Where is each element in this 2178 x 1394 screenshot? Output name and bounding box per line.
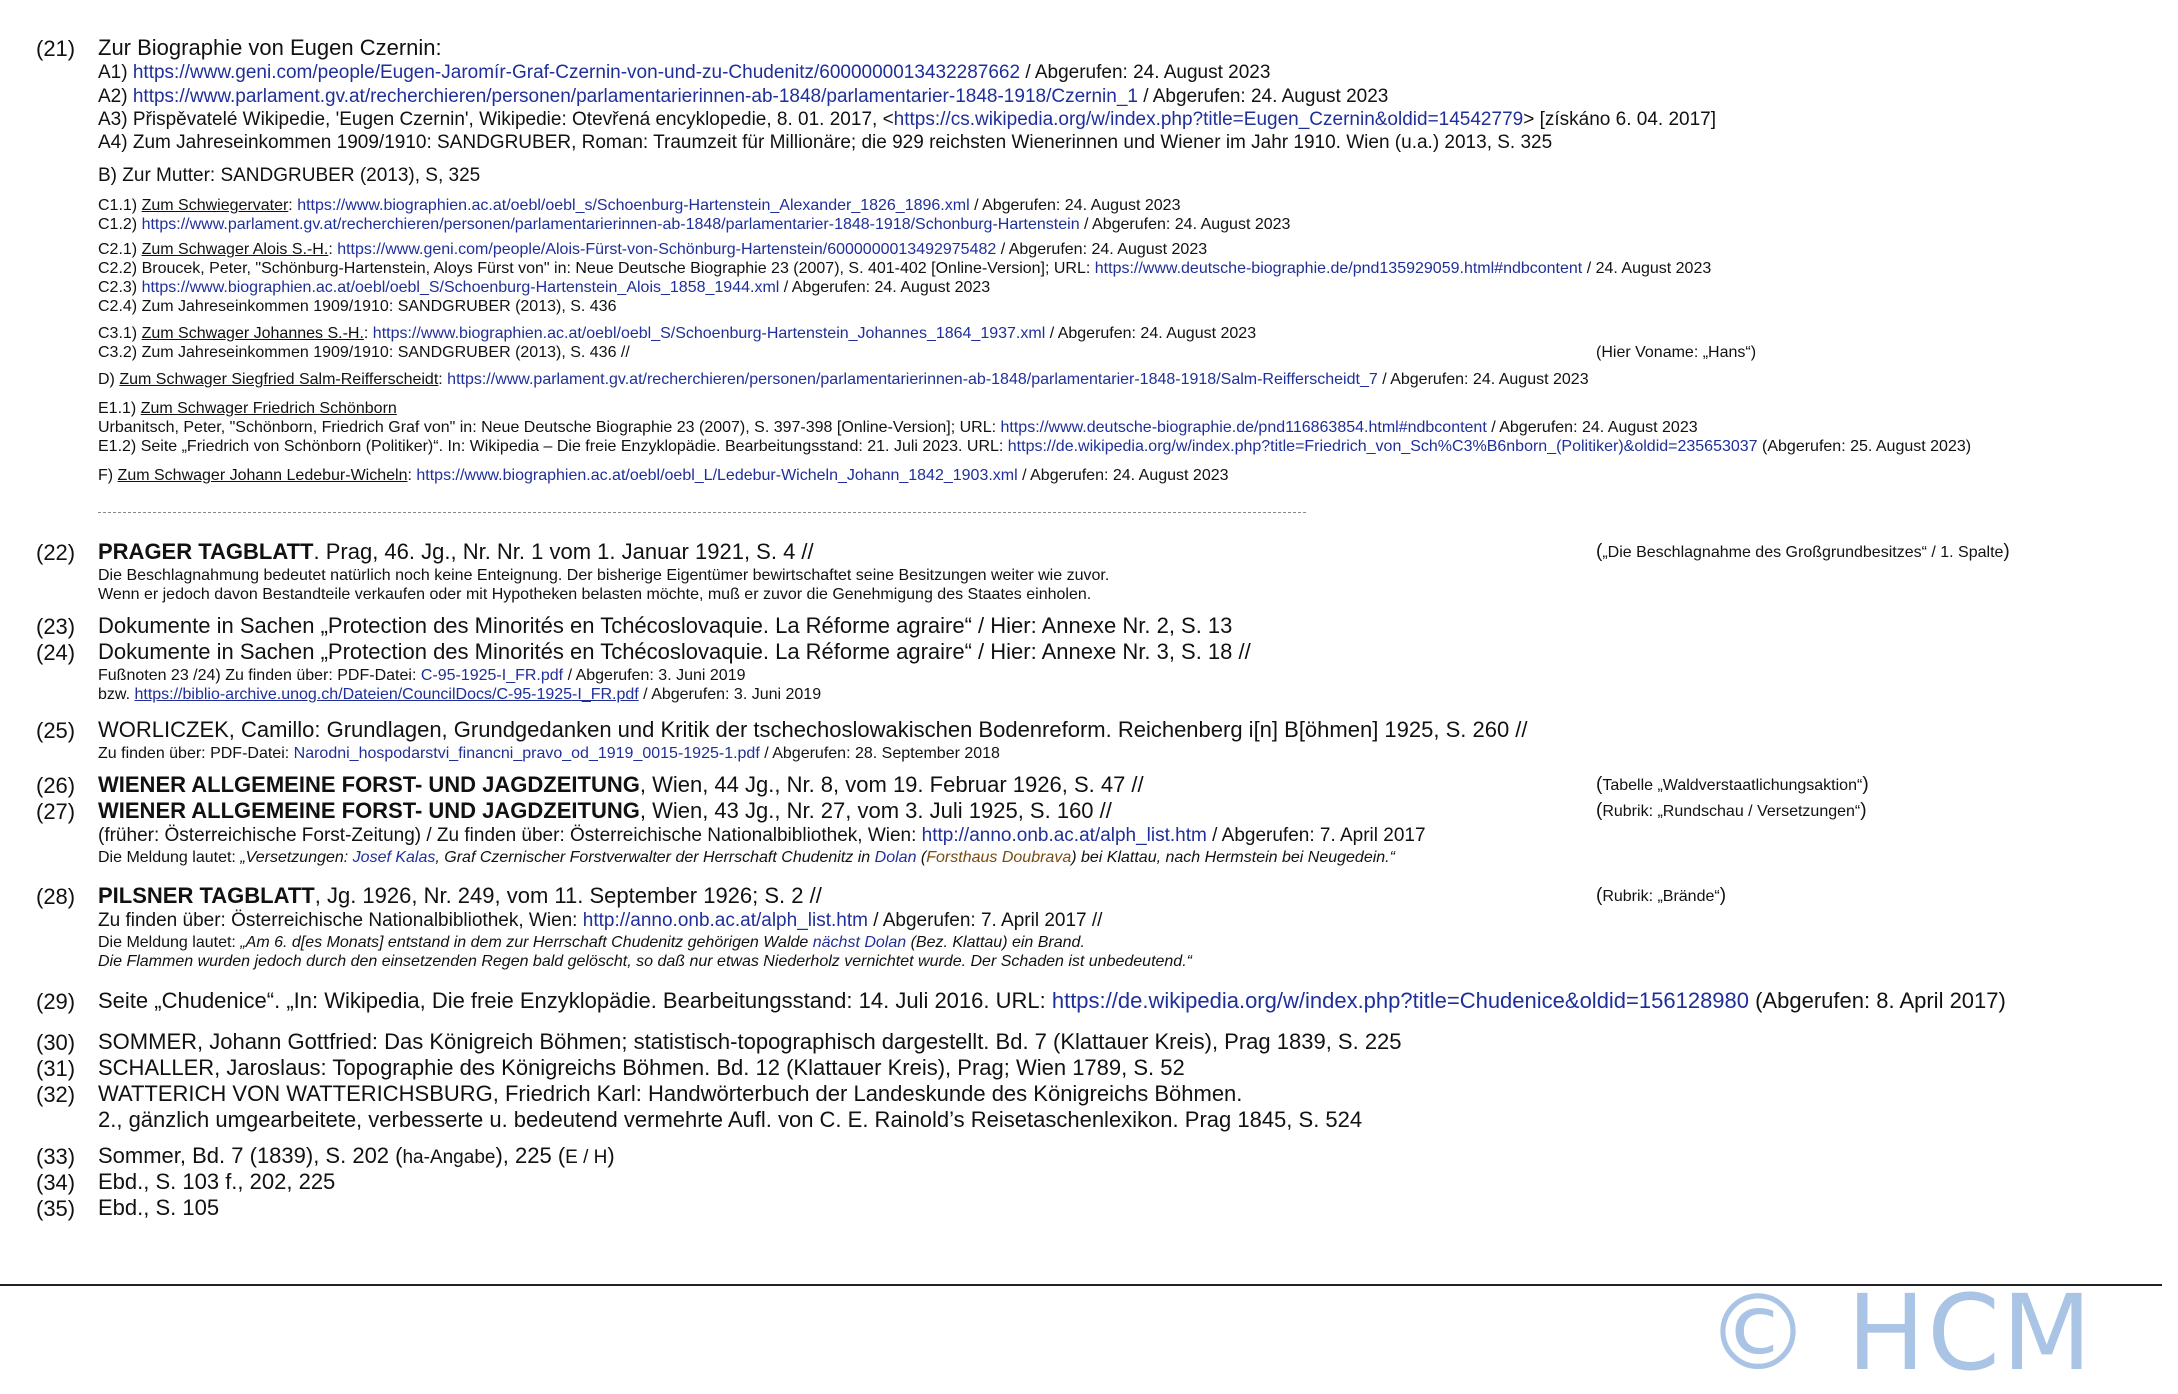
ref-c31-link[interactable]: https://www.biographien.ac.at/oebl/oebl_S/Schoenburg-Hartenstein_Johannes_1864_1937.xml [372, 325, 1046, 342]
footnote-27-line1: (früher: Österreichische Forst-Zeitung) / Zu finden über: Österreichische Nationalbibliothek, Wien: http://anno.onb.ac.at/alph_list.htm / Abgerufen: 7. April 2017 [98, 825, 1426, 846]
footnote-32-cont: 2., gänzlich umgearbeitete, verbesserte u. bedeutend vermehrte Aufl. von C. E. Rainold’s Reisetaschenlexikon. Prag 1845, S. 524 [98, 1107, 1363, 1132]
ref-c21-link[interactable]: https://www.geni.com/people/Alois-Fürst-von-Schönburg-Hartenstein/6000000013492975482 [337, 241, 997, 258]
footnote-28-line3: Die Flammen wurden jedoch durch den einsetzenden Regen bald gelöscht, so daß nur etwas Niederholz vernichtet wurde. Der Schaden ist unbedeutend.“ [98, 953, 1192, 970]
footnote-26-note: (Tabelle „Waldverstaatlichungsaktion“) [1596, 774, 1869, 795]
footnote-22-line2: Wenn er jedoch davon Bestandteile verkaufen oder mit Hypotheken belasten möchte, muß er zuvor die Genehmigung des Staates einholen. [98, 586, 1092, 603]
ref-a2-link[interactable]: https://www.parlament.gv.at/recherchieren/personen/parlamentarierinnen-ab-1848/parlamentarier-1848-1918/Czernin_1 [132, 86, 1138, 107]
footnote-24-line1: Fußnoten 23 /24) Zu finden über: PDF-Datei: C-95-1925-I_FR.pdf / Abgerufen: 3. Juni 2019 [98, 667, 746, 684]
footnote-28-line2: Die Meldung lautet: „Am 6. d[es Monats] entstand in dem zur Herrschaft Chudenitz gehörigen Walde nächst Dolan (Bez. Klattau) ein Brand. [98, 934, 1085, 951]
ref-a1: A1) https://www.geni.com/people/Eugen-Jaromír-Graf-Czernin-von-und-zu-Chudenitz/6000000013432287662 / Abgerufen: 24. August 2023 [98, 62, 1271, 83]
footnote-number: (35) [36, 1196, 76, 1221]
ref-c21: C2.1) Zum Schwager Alois S.-H.: https://www.geni.com/people/Alois-Fürst-von-Schönburg-Hartenstein/6000000013492975482 / Abgerufen: 24. August 2023 [98, 241, 1208, 258]
footnote-22-note: („Die Beschlagnahme des Großgrundbesitzes“ / 1. Spalte) [1596, 541, 2010, 562]
footnote-number: (34) [36, 1170, 76, 1195]
ref-a4: A4) Zum Jahreseinkommen 1909/1910: SANDGRUBER, Roman: Traumzeit für Millionäre; die 929 reichsten Wienerinnen und Wiener im Jahr 1910. Wien (u.a.) 2013, S. 325 [98, 132, 1553, 153]
ref-c11-link[interactable]: https://www.biographien.ac.at/oebl/oebl_s/Schoenburg-Hartenstein_Alexander_1826_1896.xml [297, 197, 970, 214]
dashed-separator [98, 512, 1306, 513]
footnote-27: WIENER ALLGEMEINE FORST- UND JAGDZEITUNG, Wien, 43 Jg., Nr. 27, vom 3. Juli 1925, S. 160 // [98, 798, 1112, 823]
ref-e12: E1.2) Seite „Friedrich von Schönborn (Politiker)“. In: Wikipedia – Die freie Enzyklopädie. Bearbeitungsstand: 21. Juli 2023. URL: https://de.wikipedia.org/w/index.php?title=Friedrich_von_Sch%C3%B6nborn_(Politiker)&oldid=235653037 (Abgerufen: 25. August 2023) [98, 438, 1972, 455]
ref-c32-note: (Hier Voname: „Hans“) [1596, 344, 1757, 361]
ref-c23: C2.3) https://www.biographien.ac.at/oebl/oebl_S/Schoenburg-Hartenstein_Alois_1858_1944.xml / Abgerufen: 24. August 2023 [98, 279, 991, 296]
footnote-number: (22) [36, 540, 76, 565]
anno-link[interactable]: http://anno.onb.ac.at/alph_list.htm [921, 825, 1207, 846]
ref-c22-link[interactable]: https://www.deutsche-biographie.de/pnd135929059.html#ndbcontent [1094, 260, 1583, 277]
footnote-24-line2: bzw. https://biblio-archive.unog.ch/Dateien/CouncilDocs/C-95-1925-I_FR.pdf / Abgerufen: 3. Juni 2019 [98, 686, 822, 703]
footnote-27-line2: Die Meldung lautet: „Versetzungen: Josef Kalas, Graf Czernischer Forstverwalter der Herrschaft Chudenitz in Dolan (Forsthaus Doubrava) bei Klattau, nach Hermstein bei Neugedein.“ [98, 849, 1395, 866]
footnote-31: SCHALLER, Jaroslaus: Topographie des Königreichs Böhmen. Bd. 12 (Klattauer Kreis), Prag; Wien 1789, S. 52 [98, 1055, 1185, 1080]
naechst-dolan-link[interactable]: nächst Dolan [812, 934, 907, 951]
footnote-30: SOMMER, Johann Gottfried: Das Königreich Böhmen; statistisch-topographisch dargestellt. Bd. 7 (Klattauer Kreis), Prag 1839, S. 225 [98, 1029, 1402, 1054]
ref-d-link[interactable]: https://www.parlament.gv.at/recherchieren/personen/parlamentarierinnen-ab-1848/parlamentarier-1848-1918/Salm-Reifferscheidt_7 [447, 371, 1378, 388]
ref-c12-link[interactable]: https://www.parlament.gv.at/recherchieren/personen/parlamentarierinnen-ab-1848/parlamentarier-1848-1918/Schonburg-Hartenstein [141, 216, 1080, 233]
footnote-number: (30) [36, 1030, 76, 1055]
ref-d: D) Zum Schwager Siegfried Salm-Reifferscheidt: https://www.parlament.gv.at/recherchieren/personen/parlamentarierinnen-ab-1848/parlamentarier-1848-1918/Salm-Reifferscheidt_7 / Abgerufen: 24. August 2023 [98, 371, 1589, 388]
ref-a3: A3) Přispěvatelé Wikipedie, 'Eugen Czernin', Wikipedie: Otevřená encyklopedie, 8. 01. 2017, <https://cs.wikipedia.org/w/index.php?title=Eugen_Czernin&oldid=14542779> [získáno 6. 04. 2017] [98, 109, 1716, 130]
ref-e12-link[interactable]: https://de.wikipedia.org/w/index.php?title=Friedrich_von_Sch%C3%B6nborn_(Politiker)&oldid=235653037 [1007, 438, 1758, 455]
footnote-number: (24) [36, 640, 76, 665]
ref-b: B) Zur Mutter: SANDGRUBER (2013), S, 325 [98, 165, 481, 186]
ref-a2: A2) https://www.parlament.gv.at/recherchieren/personen/parlamentarierinnen-ab-1848/parlamentarier-1848-1918/Czernin_1 / Abgerufen: 24. August 2023 [98, 86, 1389, 107]
footnote-21-title: Zur Biographie von Eugen Czernin: [98, 35, 442, 60]
footnote-32: WATTERICH VON WATTERICHSBURG, Friedrich Karl: Handwörterbuch der Landeskunde des Königreichs Böhmen. [98, 1081, 1243, 1106]
ref-c32: C3.2) Zum Jahreseinkommen 1909/1910: SANDGRUBER (2013), S. 436 // [98, 344, 630, 361]
ref-c22: C2.2) Broucek, Peter, "Schönburg-Hartenstein, Aloys Fürst von" in: Neue Deutsche Biographie 23 (2007), S. 401-402 [Online-Version]; URL: https://www.deutsche-biographie.de/pnd135929059.html#ndbcontent / 24. August 2023 [98, 260, 1712, 277]
forsthaus-doubrava-link[interactable]: Forsthaus Doubrava [926, 849, 1072, 866]
footnote-number: (21) [36, 36, 76, 61]
ref-c24: C2.4) Zum Jahreseinkommen 1909/1910: SANDGRUBER (2013), S. 436 [98, 298, 617, 315]
footnote-number: (23) [36, 614, 76, 639]
footnote-34: Ebd., S. 103 f., 202, 225 [98, 1169, 336, 1194]
footnote-24: Dokumente in Sachen „Protection des Minorités en Tchécoslovaquie. La Réforme agraire“ / Hier: Annexe Nr. 3, S. 18 // [98, 639, 1251, 664]
ref-a1-link[interactable]: https://www.geni.com/people/Eugen-Jaromír-Graf-Czernin-von-und-zu-Chudenitz/6000000013432287662 [132, 62, 1021, 83]
footnote-23: Dokumente in Sachen „Protection des Minorités en Tchécoslovaquie. La Réforme agraire“ / Hier: Annexe Nr. 2, S. 13 [98, 613, 1233, 638]
ref-e11b: Urbanitsch, Peter, "Schönborn, Friedrich Graf von" in: Neue Deutsche Biographie 23 (2007), S. 397-398 [Online-Version]; URL: https://www.deutsche-biographie.de/pnd116863854.html#ndbcontent / Abgerufen: 24. August 2023 [98, 419, 1698, 436]
copyright-watermark: © HCM [1706, 1272, 2094, 1394]
footnote-22: PRAGER TAGBLATT. Prag, 46. Jg., Nr. Nr. 1 vom 1. Januar 1921, S. 4 // [98, 539, 814, 564]
footnote-number: (29) [36, 989, 76, 1014]
footnote-28: PILSNER TAGBLATT, Jg. 1926, Nr. 249, vom 11. September 1926; S. 2 // [98, 883, 822, 908]
footnote-25: WORLICZEK, Camillo: Grundlagen, Grundgedanken und Kritik der tschechoslowakischen Bodenreform. Reichenberg i[n] B[öhmen] 1925, S. 260 // [98, 717, 1528, 742]
footnote-number: (27) [36, 799, 76, 824]
pdf-link[interactable]: C-95-1925-I_FR.pdf [420, 667, 564, 684]
footnote-number: (26) [36, 773, 76, 798]
dolan-link[interactable]: Dolan [874, 849, 917, 866]
ref-c31: C3.1) Zum Schwager Johannes S.-H.: https://www.biographien.ac.at/oebl/oebl_S/Schoenburg-Hartenstein_Johannes_1864_1937.xml / Abgerufen: 24. August 2023 [98, 325, 1257, 342]
ref-c12: C1.2) https://www.parlament.gv.at/recherchieren/personen/parlamentarierinnen-ab-1848/parlamentarier-1848-1918/Schonburg-Hartenstein / Abgerufen: 24. August 2023 [98, 216, 1291, 233]
ref-a3-link[interactable]: https://cs.wikipedia.org/w/index.php?title=Eugen_Czernin&oldid=14542779 [893, 109, 1524, 130]
footnote-22-line1: Die Beschlagnahmung bedeutet natürlich noch keine Enteignung. Der bisherige Eigentümer bewirtschaftet seine Besitzungen weiter wie zuvor. [98, 567, 1110, 584]
anno-link[interactable]: http://anno.onb.ac.at/alph_list.htm [582, 910, 868, 931]
ref-c23-link[interactable]: https://www.biographien.ac.at/oebl/oebl_S/Schoenburg-Hartenstein_Alois_1858_1944.xml [141, 279, 780, 296]
footnote-number: (32) [36, 1082, 76, 1107]
footnote-25-line1: Zu finden über: PDF-Datei: Narodni_hospodarstvi_financni_pravo_od_1919_0015-1925-1.pdf / Abgerufen: 28. September 2018 [98, 745, 1000, 762]
footnote-number: (33) [36, 1144, 76, 1169]
pdf-link[interactable]: https://biblio-archive.unog.ch/Dateien/CouncilDocs/C-95-1925-I_FR.pdf [134, 686, 639, 703]
footnote-28-note: (Rubrik: „Brände“) [1596, 885, 1727, 906]
footnote-29: Seite „Chudenice“. „In: Wikipedia, Die freie Enzyklopädie. Bearbeitungsstand: 14. Juli 2016. URL: https://de.wikipedia.org/w/index.php?title=Chudenice&oldid=156128980 (Abgerufen: 8. April 2017) [98, 988, 2006, 1013]
footnote-28-line1: Zu finden über: Österreichische Nationalbibliothek, Wien: http://anno.onb.ac.at/alph_list.htm / Abgerufen: 7. April 2017 // [98, 910, 1103, 931]
footnote-number: (25) [36, 718, 76, 743]
ref-e11b-link[interactable]: https://www.deutsche-biographie.de/pnd116863854.html#ndbcontent [1000, 419, 1487, 436]
footnote-number: (31) [36, 1056, 76, 1081]
footnote-35: Ebd., S. 105 [98, 1195, 220, 1220]
ref-f: F) Zum Schwager Johann Ledebur-Wicheln: https://www.biographien.ac.at/oebl/oebl_L/Ledebur-Wicheln_Johann_1842_1903.xml / Abgerufen: 24. August 2023 [98, 467, 1229, 484]
footnote-27-note: (Rubrik: „Rundschau / Versetzungen“) [1596, 800, 1867, 821]
ref-f-link[interactable]: https://www.biographien.ac.at/oebl/oebl_L/Ledebur-Wicheln_Johann_1842_1903.xml [416, 467, 1018, 484]
footnote-26: WIENER ALLGEMEINE FORST- UND JAGDZEITUNG, Wien, 44 Jg., Nr. 8, vom 19. Februar 1926, S. 47 // [98, 772, 1144, 797]
josef-kalas-link[interactable]: Josef Kalas [352, 849, 436, 866]
pdf-link[interactable]: Narodni_hospodarstvi_financni_pravo_od_1919_0015-1925-1.pdf [293, 745, 760, 762]
ref-e11: E1.1) Zum Schwager Friedrich Schönborn [98, 400, 397, 417]
chudenice-wiki-link[interactable]: https://de.wikipedia.org/w/index.php?title=Chudenice&oldid=156128980 [1051, 988, 1750, 1013]
ref-c11: C1.1) Zum Schwiegervater: https://www.biographien.ac.at/oebl/oebl_s/Schoenburg-Hartenstein_Alexander_1826_1896.xml / Abgerufen: 24. August 2023 [98, 197, 1181, 214]
footnote-number: (28) [36, 884, 76, 909]
footnote-33: Sommer, Bd. 7 (1839), S. 202 (ha-Angabe), 225 (E / H) [98, 1143, 615, 1168]
